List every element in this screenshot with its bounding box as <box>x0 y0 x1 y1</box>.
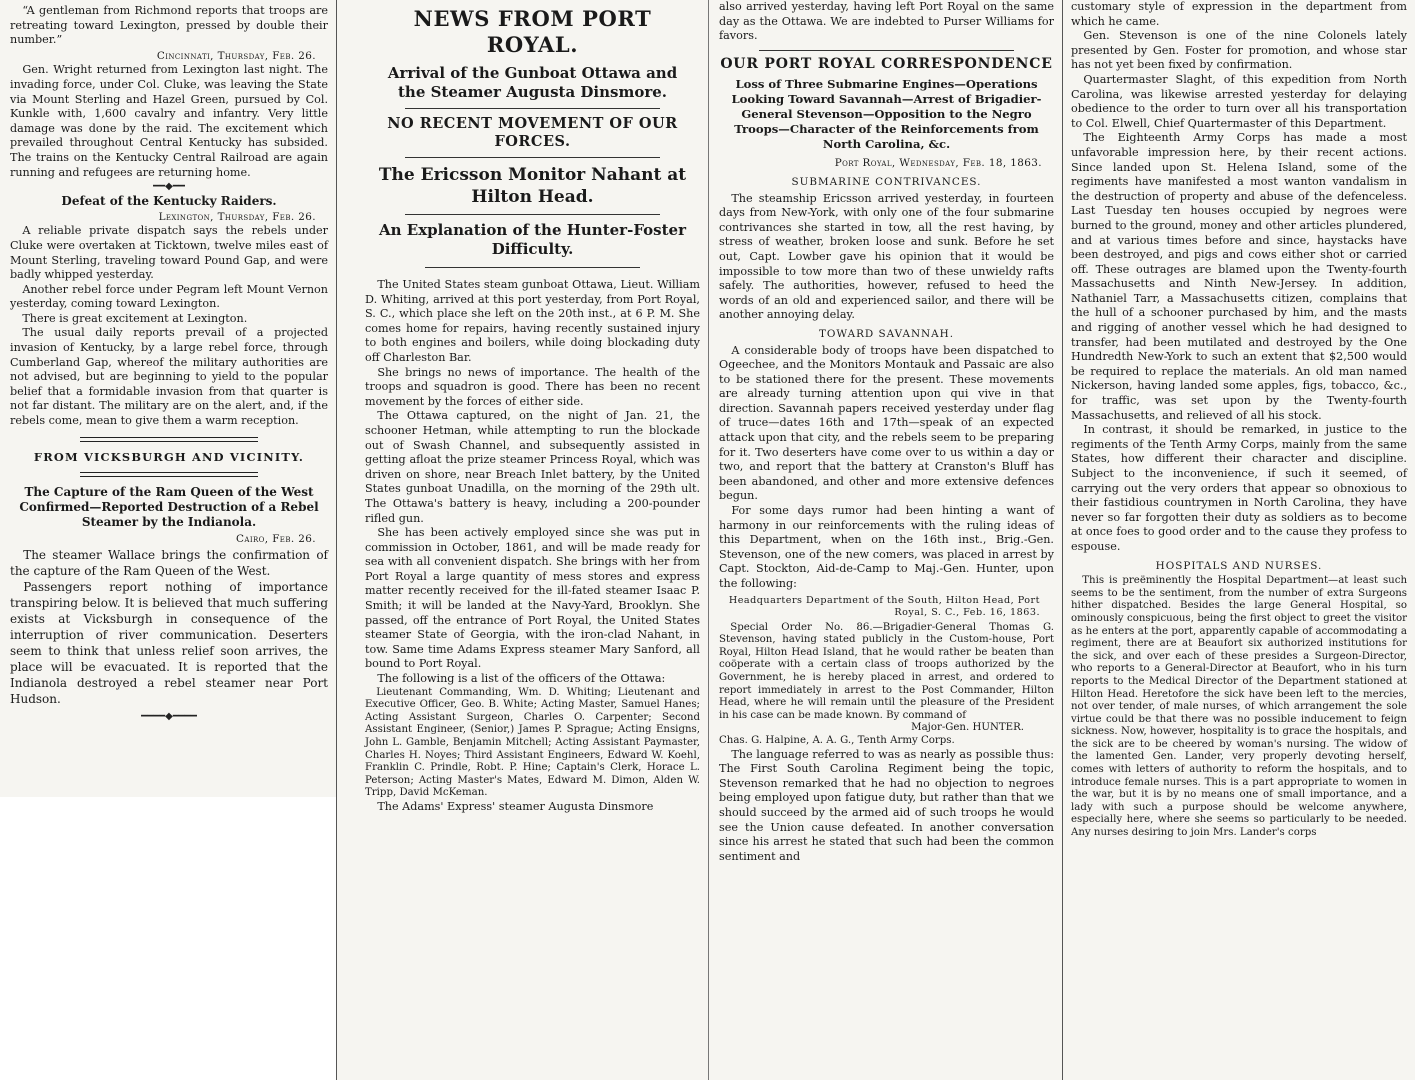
paragraph: The steamer Wallace brings the confirmation of the capture of the Ram Queen of the West. <box>10 547 328 578</box>
paragraph: The Adams' Express' steamer Augusta Dinsmore <box>377 799 654 813</box>
dateline-cairo: Cairo, Feb. 26. <box>236 533 316 546</box>
headline-news-from-port-royal: NEWS FROM PORT ROYAL. <box>413 6 652 57</box>
paragraph: Gen. Wright returned from Lexington last night. The invading force, under Col. Cluke, was leaving the State via Mount Sterling and Hazel Green, pursued by Col. Kunkle with, 1,600 cavalry and infantry. Very little damage was done by the raid. The excitement which prevailed throughout Central Kentucky has subsided. The trains on the Kentucky Central Railroad are again running and refugees are returning home. <box>10 63 328 179</box>
paragraph: A considerable body of troops have been dispatched to Ogeechee, and the Monitors Montauk and Passaic are also to be stationed there for the present. These movements are already turning attention upon qui vive in that direction. Savannah papers received yesterday under flag of truce—dates 16th and 17th—speak of an expected attack upon that city, and the rebels seem to be preparing for it. Two deserters have come over to us within a day or two, and report that the battery at Cranston's Bluff has been abandoned, and other and more extensive defences begun. <box>719 343 1054 503</box>
order-aag: Chas. G. Halpine, A. A. G., Tenth Army Corps. <box>719 734 955 746</box>
subhead-kentucky-raiders: Defeat of the Kentucky Raiders. <box>61 194 277 209</box>
deck-ericsson-monitor: The Ericsson Monitor Nahant at Hilton Head. <box>378 165 687 207</box>
dateline-cincinnati: Cincinnati, Thursday, Feb. 26. <box>156 49 316 62</box>
paragraph: This is preëminently the Hospital Department—at least such seems to be the sentiment, from the number of extra Surgeons hither dispatched. Besides the large General Hospital, so ominously conspicuous, being the first object to greet the visitor as he enters at the port, apparently capable of accommodating a regiment, there are at Beaufort six authorized institutions for the sick, and over each of these presides a Surgeon-Director, who reports to a General-Director at Beaufort, who in his turn reports to the Medical Director of the Department stationed at Hilton Head. Heretofore the sick have been left to the mercies, not over tender, of male nurses, of which arrangement the sole virtue could be that there was no possible inducement to feign sickness. Now, however, hospitality is to grace the hospitals, and the sick are to be cheered by woman's nursing. The widow of the lamented Gen. Lander, very properly devoting herself, comes with letters of authority to reform the hospitals, and to introduce female nurses. This is a part appropriate to women in the war, but it is by no means one of small importance, and a lady with such a purpose should be welcome anywhere, especially here, where she seems so particularly to be needed. Any nurses desiring to join Mrs. Lander's corps <box>1071 575 1407 839</box>
divider-rule <box>759 50 1014 51</box>
divider-rule <box>405 108 660 109</box>
divider-rule <box>405 214 660 215</box>
paragraph: The language referred to was as nearly as possible thus: The First South Carolina Regiment being the topic, Stevenson remarked that he had no objection to negroes being employed upon fatigue duty, but rather than that we should succeed by the armed aid of such troops he would see the Union cause defeated. In another conversation since his arrest he stated that such had been the common sentiment and <box>719 747 1054 863</box>
dateline-lexington: Lexington, Thursday, Feb. 26. <box>158 210 316 223</box>
paragraph: The Ottawa captured, on the night of Jan. 21, the schooner Hetman, while attempting to run the blockade out of Swash Channel, and subsequently assisted in getting afloat the prize steamer Princess Royal, which was driven on shore, near Breach Inlet battery, by the United States gunboat Unadilla, on the morning of the 29th ult. The Ottawa's battery is heavy, including a 200-pounder rifled gun. <box>365 409 700 525</box>
deck-submarine-engines: Loss of Three Submarine Engines—Operations Looking Toward Savannah—Arrest of Brigadier-General Stevenson—Opposition to the Negro Troops—Character of the Reinforcements from North Carolina, &c. <box>731 77 1042 152</box>
deck-arrival-ottawa: Arrival of the Gunboat Ottawa and the Steamer Augusta Dinsmore. <box>387 64 678 101</box>
paragraph: customary style of expression in the department from which he came. <box>1071 0 1407 28</box>
paragraph: also arrived yesterday, having left Port Royal on the same day as the Ottawa. We are indebted to Purser Williams for favors. <box>719 0 1054 43</box>
clipping-kentucky-vicksburgh <box>0 0 336 797</box>
headline-port-royal-correspondence: OUR PORT ROYAL CORRESPONDENCE <box>720 55 1053 72</box>
paragraph: The usual daily reports prevail of a projected invasion of Kentucky, by a large rebel force, through Cumberland Gap, whereof the military authorities are not advised, but are beginning to yield to the popular belief that a formidable invasion from that quarter is not far distant. The military are on the alert, and, if the rebels come, mean to give them a warm reception. <box>10 326 328 428</box>
order-heading: Headquarters Department of the South, Hilton Head, Port Royal, S. C., Feb. 16, 1863. <box>728 594 1040 618</box>
intro-quote: “A gentleman from Richmond reports that troops are retreating toward Lexington, pressed by double their number.” <box>10 4 328 47</box>
section-head-vicksburgh: FROM VICKSBURGH AND VICINITY. <box>33 449 305 464</box>
special-order-text: Special Order No. 86.—Brigadier-General Thomas G. Stevenson, having stated publicly in the Custom-house, Port Royal, Hilton Head Island, that he would rather be beaten than coöperate with a certain class of troops authorized by the Government, he is hereby placed in arrest, and ordered to report immediately in arrest to the Post Commander, Hilton Head, where he will remain until the pleasure of the President in his case can be made known. By command of <box>719 621 1054 721</box>
divider-ornament: ━━◆━━ <box>153 181 185 193</box>
paragraph: In contrast, it should be remarked, in justice to the regiments of the Tenth Army Corps, mainly from the same States, how different their character and discipline. Subject to the inconvenience, if such it seemed, of carrying out the very orders that appear so obnoxious to their fastidious countrymen in North Carolina, they have never so far forgotten their duty as soldiers as to become at once foes to good order and to the cause they profess to espouse. <box>1071 423 1407 553</box>
paragraph: She brings no news of importance. The health of the troops and squadron is good. There has been no recent movement by the forces of either side. <box>365 365 700 408</box>
paragraph: The Eighteenth Army Corps has made a most unfavorable impression here, by their recent actions. Since landed upon St. Helena Island, some of the regiments have manifested a most wanton vandalism in the destruction of property and abuse of the defenceless. Last Tuesday ten houses occupied by negroes were burned to the ground, money and other articles plundered, and at various times before and since, haystacks have been destroyed, and pigs and cows either shot or carried off. These outrages are blamed upon the Twenty-fourth Massachusetts and Ninth New-Jersey. In addition, Nathaniel Tarr, a Massachusetts citizen, complains that the hull of a schooner purchased by him, and the masts and rigging of another vessel which he had designed to transfer, had been mutilated and destroyed by the One Hundredth New-York to such an extent that $2,500 would be required to replace the materials. An old man named Nickerson, having landed some apples, figs, tobacco, &c., for traffic, was set upon by the Twenty-fourth Massachusetts, and relieved of all his stock. <box>1071 131 1407 422</box>
paragraph: There is great excitement at Lexington. <box>22 311 248 325</box>
order-signature: Major-Gen. HUNTER. <box>911 722 1024 734</box>
paragraph: Quartermaster Slaght, of this expedition from North Carolina, was likewise arrested yesterday for delaying obedience to the order to turn over all his transportation to Col. Elwell, Chief Quartermaster of this Department. <box>1071 72 1407 130</box>
officer-list: Lieutenant Commanding, Wm. D. Whiting; Lieutenant and Executive Officer, Geo. B. White; Acting Master, Samuel Hanes; Acting Assistant Surgeon, Charles O. Carpenter; Second Assistant Engineer, (Senior,) James P. Sprague; Acting Ensigns, John L. Gamble, Benjamin Mitchell; Acting Assistant Paymaster, Charles H. Noyes; Third Assistant Engineers, Edward W. Koehl, Franklin C. Prindle, Robt. P. Hine; Captain's Clerk, Horace L. Peterson; Acting Master's Mates, Edward M. Dimon, Alden W. Tripp, David McKeman. <box>365 686 700 799</box>
subhead-hospitals-nurses: HOSPITALS AND NURSES. <box>1155 559 1323 572</box>
deck-ram-queen: The Capture of the Ram Queen of the West Confirmed—Reported Destruction of a Rebel Steamer by the Indianola. <box>19 485 319 530</box>
paragraph: Another rebel force under Pegram left Mount Vernon yesterday, coming toward Lexington. <box>10 282 328 311</box>
clipping-port-royal-correspondence <box>708 0 1062 1080</box>
paragraph: The United States steam gunboat Ottawa, Lieut. William D. Whiting, arrived at this port yesterday, from Port Royal, S. C., which place she left on the 20th inst., at 6 P. M. She comes home for repairs, having recently sustained injury to both engines and boilers, while doing blockading duty off Charleston Bar. <box>365 278 700 364</box>
divider-ornament: ━━━━◆━━━━ <box>141 710 197 722</box>
paragraph: For some days rumor had been hinting a want of harmony in our reinforcements with the ruling ideas of this Department, when on the 16th inst., Brig.-Gen. Stevenson, one of the new comers, was placed in arrest by Capt. Stockton, Aid-de-Camp to Maj.-Gen. Hunter, upon the following: <box>719 504 1054 590</box>
deck-hunter-foster: An Explanation of the Hunter-Foster Difficulty. <box>379 221 686 258</box>
subhead-toward-savannah: TOWARD SAVANNAH. <box>818 327 955 340</box>
paragraph: Passengers report nothing of importance transpiring below. It is believed that much suffering exists at Vicksburgh in consequence of the interruption of river communication. Deserters seem to think that unless relief soon arrives, the place will be evacuated. It is reported that the Indianola destroyed a rebel steamer near Port Hudson. <box>10 579 328 706</box>
divider-rule <box>425 267 640 268</box>
subhead-submarine-contrivances: SUBMARINE CONTRIVANCES. <box>791 175 982 188</box>
paragraph: She has been actively employed since she was put in commission in October, 1861, and will be made ready for sea with all convenient dispatch. She brings with her from Port Royal a large quantity of mess stores and express matter recently received for the ill-fated steamer Isaac P. Smith; it will be landed at the Navy-Yard, Brooklyn. She passed, off the entrance of Port Royal, the United States steamer State of Georgia, with the iron-clad Nahant, in tow. Same time Adams Express steamer Mary Sanford, all bound to Port Royal. <box>365 526 700 671</box>
paragraph: The following is a list of the officers of the Ottawa: <box>377 672 666 686</box>
divider-rule <box>405 157 660 158</box>
divider-double-rule <box>80 437 258 442</box>
clipping-port-royal-continued <box>1062 0 1415 1080</box>
paragraph: Gen. Stevenson is one of the nine Colonels lately presented by Gen. Foster for promotion, and whose star has not yet been fixed by confirmation. <box>1071 29 1407 72</box>
dateline-port-royal: Port Royal, Wednesday, Feb. 18, 1863. <box>834 157 1042 170</box>
paragraph: A reliable private dispatch says the rebels under Cluke were overtaken at Ticktown, twelve miles east of Mount Sterling, traveling toward Pound Gap, and were badly whipped yesterday. <box>10 224 328 282</box>
deck-no-recent-movement: NO RECENT MOVEMENT OF OUR FORCES. <box>387 115 678 150</box>
paragraph: The steamship Ericsson arrived yesterday, in fourteen days from New-York, with only one of the four submarine contrivances she started in tow, all the rest having, by stress of weather, broken loose and sunk. Before he set out, Capt. Lowber gave his opinion that it would be impossible to tow more than two of these unwieldy rafts safely. The authorities, however, refused to heed the words of an old and experienced sailor, and there will be another annoying delay. <box>719 191 1054 322</box>
divider-double-rule <box>80 472 258 477</box>
clipping-news-from-port-royal <box>336 0 708 1080</box>
